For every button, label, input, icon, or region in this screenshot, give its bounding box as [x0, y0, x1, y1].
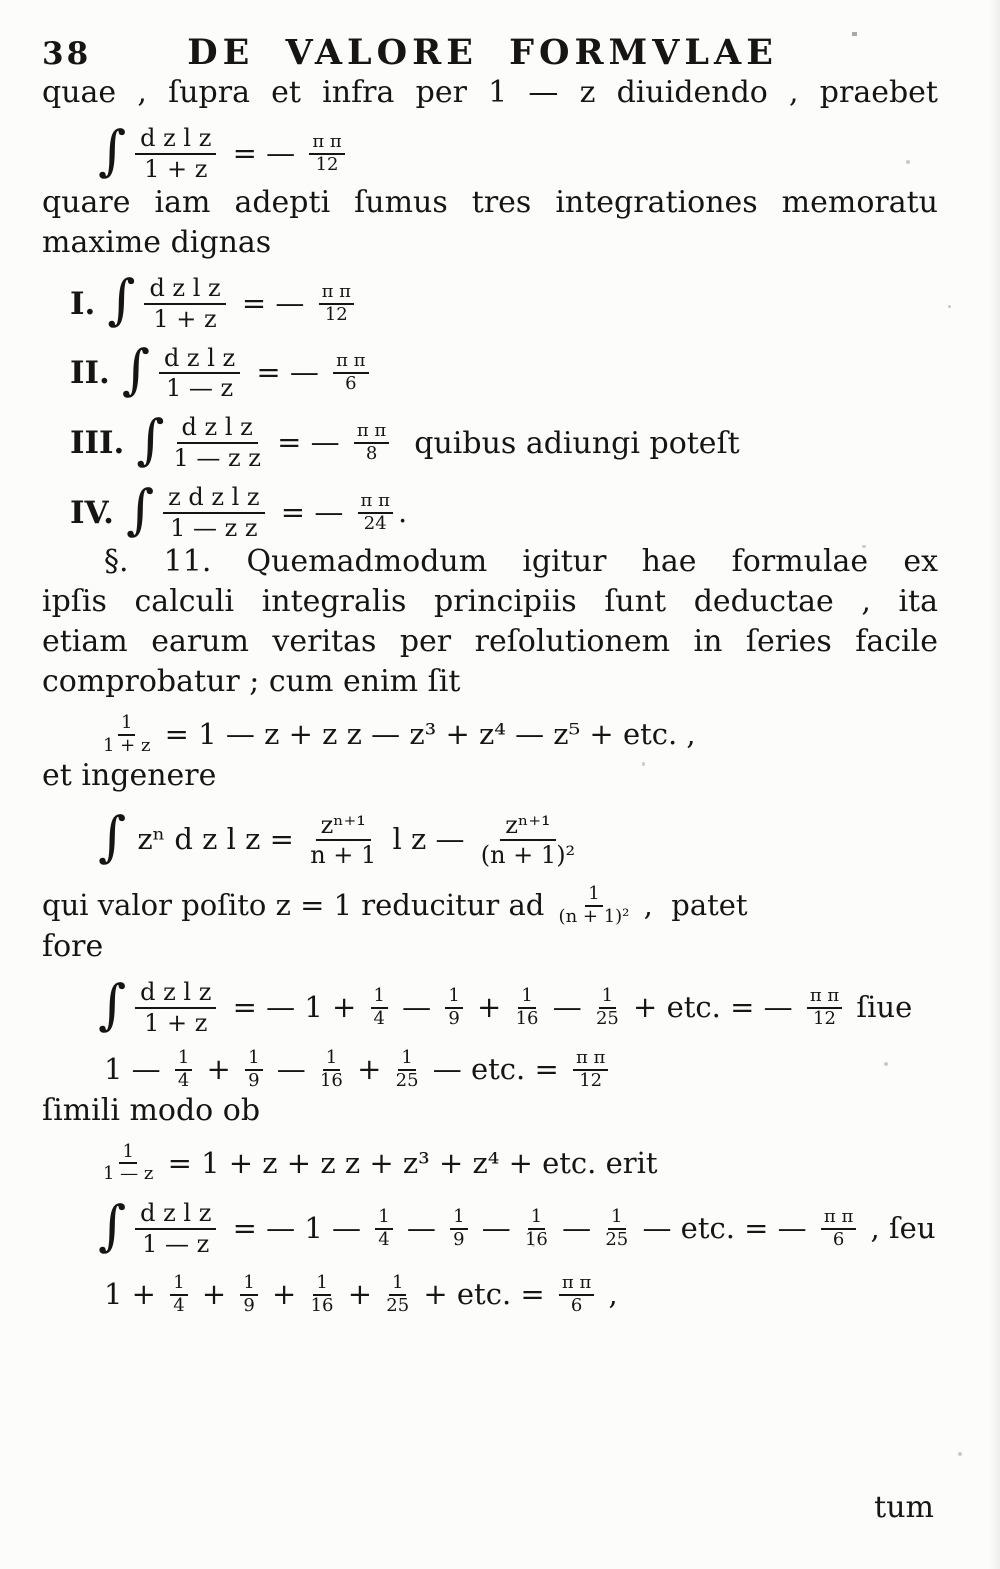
- formula-text: = 1 — z + z z — z³ + z⁴ — z⁵ + etc. ,: [155, 716, 696, 751]
- fraction-denominator: 6: [570, 1295, 583, 1317]
- fraction-denominator: 1 — z: [142, 1230, 210, 1259]
- formula-text: = —: [271, 494, 353, 529]
- formula-text: — etc. = —: [633, 1211, 816, 1246]
- fraction-numerator: 1: [245, 1049, 262, 1071]
- fraction: [559, 885, 630, 927]
- formula-expression: [136, 407, 394, 473]
- formula-expression: [42, 885, 748, 927]
- fraction-denominator: 9: [248, 1069, 260, 1091]
- fraction-numerator: zⁿ⁺¹: [500, 812, 555, 842]
- formula-expression: [98, 711, 696, 756]
- catchword: tum: [874, 1490, 934, 1525]
- formula-line: [104, 1046, 938, 1091]
- integral-sign: ∫: [121, 338, 150, 402]
- fraction-numerator: d z l z: [135, 1200, 216, 1230]
- page-body: [0, 73, 1000, 1316]
- text-line-section-start: §. 11. Quemadmodum igitur hae formulae ex: [104, 543, 938, 579]
- fraction-numerator: d z l z: [159, 345, 240, 375]
- formula-text: ſiue: [847, 989, 913, 1024]
- fraction-denominator: 1 — z z: [170, 513, 258, 542]
- scan-speckle: [852, 32, 857, 36]
- fraction: [525, 1208, 548, 1250]
- fraction-numerator: z d z l z: [163, 484, 265, 514]
- fraction-denominator: n + 1: [310, 841, 377, 870]
- fraction-numerator: 1: [599, 987, 616, 1009]
- fraction-denominator: 6: [345, 373, 357, 395]
- formula-label: II.: [70, 355, 110, 392]
- formula-text: .: [397, 494, 408, 529]
- page-title: DE VALORE FORMVLAE: [187, 32, 778, 73]
- fraction-denominator: 12: [324, 303, 348, 325]
- text-line: et ingenere: [42, 757, 217, 793]
- integral-sign: ∫: [107, 268, 136, 332]
- fraction-numerator: zⁿ⁺¹: [316, 812, 371, 842]
- fraction: [481, 812, 575, 870]
- fraction-numerator: π π: [319, 283, 354, 305]
- fraction-numerator: 1: [313, 1274, 330, 1296]
- fraction-denominator: 16: [310, 1295, 334, 1317]
- fraction-numerator: π π: [821, 1208, 856, 1230]
- fraction-numerator: 1: [240, 1274, 257, 1296]
- scan-speckle: [948, 305, 951, 308]
- fraction-denominator: 4: [173, 1295, 185, 1317]
- formula-text: —: [267, 1051, 315, 1086]
- fraction-denominator: 16: [319, 1069, 343, 1091]
- formula-text: + etc. = —: [623, 989, 802, 1024]
- text-line: ſimili modo ob: [42, 1092, 261, 1128]
- fraction: [144, 275, 225, 333]
- formula-text: ,: [599, 1277, 618, 1312]
- fraction-numerator: 1: [608, 1208, 625, 1230]
- formula-line: [98, 711, 938, 756]
- formula-expression: [98, 1140, 658, 1185]
- fraction: [311, 1274, 334, 1316]
- fraction: [333, 352, 368, 394]
- fraction-denominator: 4: [177, 1069, 190, 1091]
- formula-line: [98, 805, 938, 870]
- fraction: [450, 1208, 467, 1250]
- formula-line: [70, 338, 938, 403]
- fraction-denominator: 24: [363, 512, 387, 534]
- fraction: [395, 1046, 419, 1091]
- fraction: [375, 1208, 392, 1250]
- fraction: [371, 987, 388, 1029]
- fraction-numerator: 1: [118, 714, 135, 736]
- formula-expression: [107, 268, 359, 333]
- fraction-numerator: d z l z: [177, 414, 258, 444]
- fraction-denominator: 1 — z: [165, 374, 234, 403]
- fraction-numerator: π π: [559, 1274, 594, 1296]
- formula-text: —: [543, 989, 591, 1024]
- fraction: [159, 345, 240, 403]
- fraction: [354, 422, 389, 464]
- fraction: [319, 280, 354, 325]
- fraction-denominator: 1 + z: [144, 154, 208, 183]
- fraction-denominator: 9: [243, 1295, 255, 1317]
- formula-text: —: [397, 1211, 446, 1246]
- formula-expression: [125, 477, 408, 542]
- fraction: [596, 987, 619, 1029]
- fraction: [170, 1274, 187, 1316]
- fraction: [175, 1046, 192, 1091]
- fraction-denominator: 12: [579, 1069, 603, 1091]
- fraction: [516, 987, 539, 1029]
- fraction-denominator: 1 + z: [153, 304, 217, 333]
- fraction-numerator: π π: [358, 492, 393, 514]
- text-line: fore: [42, 929, 104, 965]
- formula-text: +: [192, 1277, 236, 1312]
- formula-text: 1 +: [104, 1277, 166, 1312]
- fraction: [163, 484, 265, 542]
- fraction: [310, 812, 376, 870]
- fraction: [173, 414, 260, 472]
- formula-tail: quibus adiungi poteſt: [414, 425, 740, 461]
- scan-speckle: [958, 1452, 962, 1456]
- formula-text: +: [467, 989, 511, 1024]
- formula-text: —: [472, 1211, 520, 1246]
- fraction-denominator: 9: [453, 1229, 465, 1251]
- fraction: [807, 987, 842, 1029]
- fraction-numerator: 1: [375, 1208, 392, 1230]
- fraction-numerator: d z l z: [135, 979, 216, 1009]
- formula-text: +: [338, 1277, 382, 1312]
- fraction-denominator: 1 + z: [103, 734, 151, 756]
- fraction-numerator: 1: [323, 1049, 340, 1071]
- integral-sign: ∫: [125, 477, 155, 541]
- integral-sign: ∫: [98, 805, 127, 869]
- formula-text: = —: [247, 355, 329, 390]
- formula-text: = 1 + z + z z + z³ + z⁴ + etc. erit: [158, 1145, 658, 1180]
- fraction-numerator: 1: [518, 987, 535, 1009]
- fraction-denominator: 6: [832, 1229, 845, 1251]
- formula-expression: [98, 1193, 936, 1259]
- formula-text: = — 1 +: [223, 989, 366, 1024]
- fraction-numerator: d z l z: [135, 125, 216, 155]
- formula-text: = —: [223, 135, 305, 170]
- formula-text: —: [392, 989, 441, 1024]
- formula-text: +: [262, 1277, 306, 1312]
- fraction-denominator: 9: [448, 1007, 460, 1029]
- fraction-denominator: 16: [515, 1007, 539, 1029]
- fraction-denominator: 4: [378, 1229, 390, 1251]
- page-number: 38: [42, 36, 92, 72]
- fraction-numerator: 1: [450, 1208, 467, 1230]
- formula-text: — etc. =: [423, 1051, 568, 1086]
- fraction-denominator: 4: [373, 1007, 385, 1029]
- fraction-numerator: π π: [309, 133, 344, 155]
- fraction-numerator: π π: [354, 422, 389, 444]
- fraction-numerator: π π: [333, 352, 368, 374]
- fraction: [240, 1274, 257, 1316]
- formula-line: [70, 477, 938, 542]
- fraction-numerator: π π: [573, 1049, 608, 1071]
- integral-sign: ∫: [98, 1193, 127, 1257]
- formula-text: l z —: [383, 822, 474, 857]
- formula-expression: [98, 805, 582, 870]
- fraction: [103, 711, 151, 756]
- formula-text: zⁿ d z l z =: [128, 822, 304, 857]
- text-line: etiam earum veritas per reſolutionem in ſeries facile: [42, 623, 938, 659]
- formula-text: 1 —: [104, 1051, 170, 1086]
- formula-line: [98, 1193, 938, 1259]
- formula-text: , patet: [634, 888, 748, 923]
- fraction: [605, 1208, 628, 1250]
- fraction: [103, 1140, 154, 1185]
- formula-expression: [98, 972, 913, 1037]
- formula-text: +: [347, 1051, 391, 1086]
- fraction-denominator: 1 + z: [144, 1008, 208, 1037]
- fraction-denominator: 1 — z z: [173, 444, 261, 473]
- fraction-numerator: 1: [585, 885, 602, 907]
- fraction: [135, 1200, 216, 1258]
- fraction: [445, 987, 462, 1029]
- fraction-numerator: 1: [371, 987, 388, 1009]
- fraction-denominator: 25: [605, 1229, 629, 1251]
- fraction-numerator: π π: [807, 987, 842, 1009]
- fraction-denominator: (n + 1)²: [558, 906, 630, 928]
- fraction: [559, 1274, 594, 1316]
- fraction-denominator: 8: [365, 443, 378, 465]
- fraction-denominator: 25: [395, 1069, 419, 1091]
- text-line: maxime dignas: [42, 224, 272, 260]
- fraction: [135, 125, 216, 183]
- formula-text: = —: [267, 425, 349, 460]
- integral-sign: ∫: [98, 118, 127, 182]
- integral-sign: ∫: [136, 407, 165, 471]
- formula-text: = —: [232, 285, 314, 320]
- text-line: ipſis calculi integralis principiis ſunt deductae , ita: [42, 583, 938, 619]
- scan-speckle: [532, 1244, 535, 1247]
- fraction-numerator: 1: [389, 1274, 406, 1296]
- fraction: [135, 979, 216, 1037]
- formula-expression: [104, 1274, 618, 1316]
- formula-text: = — 1 —: [223, 1211, 371, 1246]
- fraction: [573, 1046, 608, 1091]
- fraction-numerator: 1: [175, 1049, 192, 1071]
- formula-line: [42, 885, 938, 927]
- formula-line: [70, 407, 938, 473]
- fraction-denominator: 16: [524, 1229, 548, 1251]
- fraction: [358, 489, 393, 534]
- fraction-denominator: 1 — z: [103, 1163, 154, 1185]
- text-line: quare iam adepti ſumus tres integrationes memoratu: [42, 184, 938, 220]
- text-line: quae , ſupra et infra per 1 — z diuidendo , praebet: [42, 75, 938, 110]
- fraction-denominator: 25: [386, 1295, 410, 1317]
- fraction-numerator: 1: [398, 1049, 415, 1071]
- formula-line: [98, 1140, 938, 1185]
- fraction-numerator: 1: [528, 1208, 545, 1230]
- fraction: [309, 130, 344, 175]
- formula-line: [104, 1274, 938, 1316]
- formula-text: qui valor poſito z = 1 reducitur ad: [42, 888, 554, 923]
- fraction-denominator: (n + 1)²: [480, 841, 576, 870]
- formula-expression: [98, 118, 350, 183]
- formula-expression: [104, 1046, 613, 1091]
- fraction-numerator: 1: [445, 987, 462, 1009]
- fraction: [319, 1046, 343, 1091]
- formula-label: I.: [70, 285, 96, 322]
- fraction: [821, 1208, 856, 1250]
- fraction: [386, 1274, 409, 1316]
- formula-text: , ſeu: [861, 1211, 936, 1246]
- formula-line: [70, 268, 938, 333]
- formula-label: IV.: [70, 494, 114, 531]
- formula-line: [98, 972, 938, 1037]
- fraction-numerator: 1: [119, 1143, 136, 1165]
- scan-speckle: [862, 545, 866, 548]
- fraction: [245, 1046, 262, 1091]
- integral-sign: ∫: [98, 972, 127, 1036]
- formula-text: —: [552, 1211, 601, 1246]
- formula-expression: [121, 338, 374, 403]
- scan-speckle: [906, 160, 910, 164]
- page-header: [0, 0, 1000, 73]
- fraction-denominator: 25: [595, 1007, 619, 1029]
- formula-label: III.: [70, 425, 125, 462]
- fraction-denominator: 12: [315, 153, 339, 175]
- scan-speckle: [884, 1062, 888, 1066]
- fraction-numerator: d z l z: [144, 275, 225, 305]
- formula-text: +: [197, 1051, 241, 1086]
- text-line: comprobatur ; cum enim ſit: [42, 663, 461, 699]
- scan-speckle: [642, 762, 645, 766]
- fraction-denominator: 12: [813, 1007, 836, 1029]
- fraction-numerator: 1: [170, 1274, 187, 1296]
- formula-line: [98, 118, 938, 183]
- formula-text: + etc. =: [414, 1277, 554, 1312]
